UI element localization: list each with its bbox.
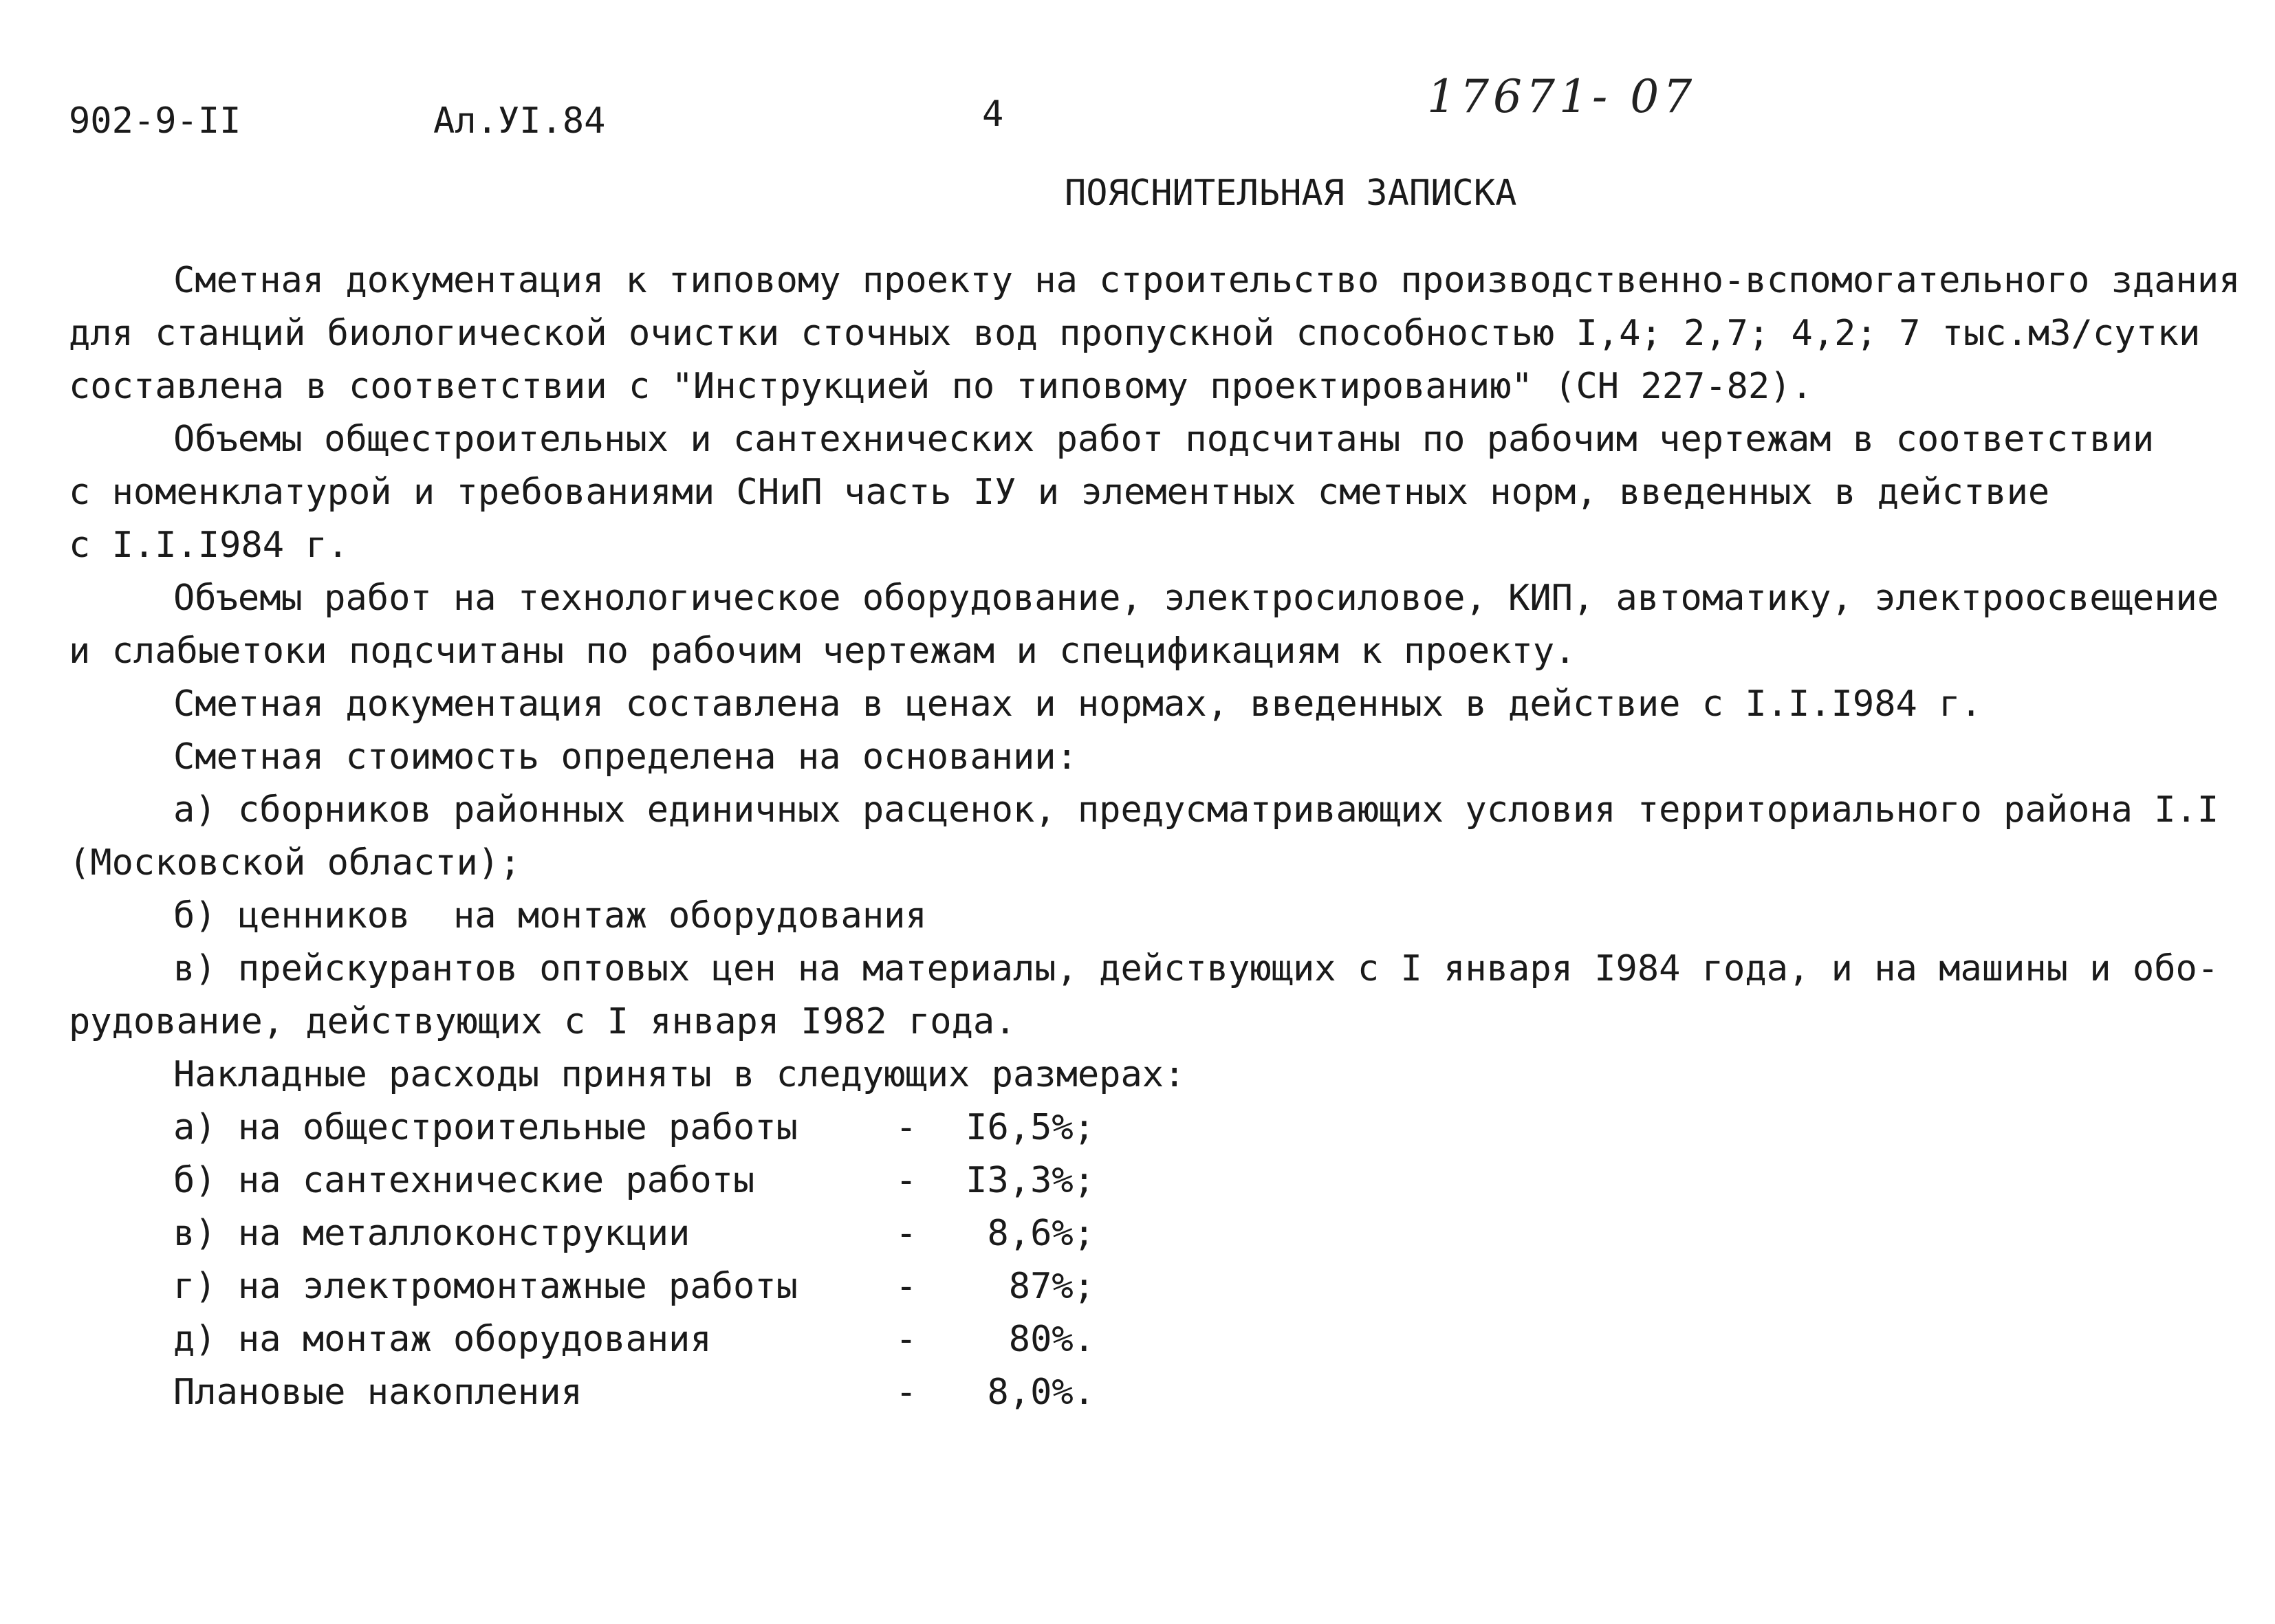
- document-code: 902-9-II: [69, 100, 241, 142]
- rate-dash: -: [895, 1266, 917, 1307]
- page-number: 4: [982, 94, 1004, 135]
- paragraph-line: Объемы работ на технологическое оборудование, электросиловое, КИП, автоматику, электроосвещение: [173, 578, 2219, 619]
- paragraph-line: для станций биологической очистки сточных вод пропускной способностью I,4; 2,7; 4,2; 7 тыс.м3/сутки: [69, 313, 2201, 354]
- rate-row: [69, 1101, 2221, 1154]
- rate-dash: -: [895, 1107, 917, 1148]
- rate-dash: -: [895, 1213, 917, 1254]
- paragraph-line: с номенклатурой и требованиями СНиП часть IУ и элементных сметных норм, введенных в действие: [69, 472, 2050, 513]
- basis-item-continuation: рудование, действующих с I января I982 года.: [69, 1001, 1016, 1042]
- basis-item: б) ценников на монтаж оборудования: [173, 895, 927, 936]
- paragraph-line: с I.I.I984 г.: [69, 525, 349, 566]
- rate-row: [69, 1154, 2221, 1207]
- album-number: Ал.УI.84: [433, 100, 606, 142]
- paragraph-line: Сметная документация к типовому проекту на строительство производственно-вспомогательного здания: [173, 260, 2241, 301]
- rate-label: Плановые накопления: [173, 1372, 583, 1413]
- document-body: [69, 254, 2241, 1419]
- rate-row: [69, 1366, 2221, 1419]
- rate-row: [69, 1313, 2221, 1366]
- rate-value: I3,3%;: [966, 1160, 1095, 1201]
- rate-value: 8,0%.: [987, 1372, 1095, 1413]
- paragraph-line: Сметная стоимость определена на основании:: [173, 736, 1078, 778]
- rate-value: 80%.: [1008, 1319, 1095, 1360]
- paragraph-line: составлена в соответствии с "Инструкцией по типовому проектированию" (СН 227-82).: [69, 366, 1813, 407]
- basis-item-continuation: (Московской области);: [69, 842, 521, 884]
- basis-item: в) прейскурантов оптовых цен на материалы, действующих с I января I984 года, и на машины и обо-: [173, 948, 2219, 989]
- rate-value: 87%;: [1008, 1266, 1095, 1307]
- rate-label: д) на монтаж оборудования: [173, 1319, 712, 1360]
- rate-label: в) на металлоконструкции: [173, 1213, 690, 1254]
- rate-dash: -: [895, 1160, 917, 1201]
- rate-label: б) на сантехнические работы: [173, 1160, 755, 1201]
- rate-row: [69, 1260, 2221, 1313]
- rate-value: 8,6%;: [987, 1213, 1095, 1254]
- handwritten-registration-number: 17671- 07: [1427, 70, 1697, 123]
- rate-label: а) на общестроительные работы: [173, 1107, 798, 1148]
- rate-dash: -: [895, 1319, 917, 1360]
- page-title: ПОЯСНИТЕЛЬНАЯ ЗАПИСКА: [1065, 173, 1517, 214]
- paragraph-line: Накладные расходы приняты в следующих размерах:: [173, 1054, 1186, 1095]
- paragraph-line: Объемы общестроительных и сантехнических работ подсчитаны по рабочим чертежам в соответствии: [173, 419, 2155, 460]
- basis-item: а) сборников районных единичных расценок, предусматривающих условия территориального района I.I: [173, 789, 2219, 831]
- paragraph-line: и слабыетоки подсчитаны по рабочим чертежам и спецификациям к проекту.: [69, 630, 1576, 672]
- rate-row: [69, 1207, 2221, 1260]
- rate-label: г) на электромонтажные работы: [173, 1266, 798, 1307]
- paragraph-line: Сметная документация составлена в ценах и нормах, введенных в действие с I.I.I984 г.: [173, 683, 1982, 725]
- rate-dash: -: [895, 1372, 917, 1413]
- rate-value: I6,5%;: [966, 1107, 1095, 1148]
